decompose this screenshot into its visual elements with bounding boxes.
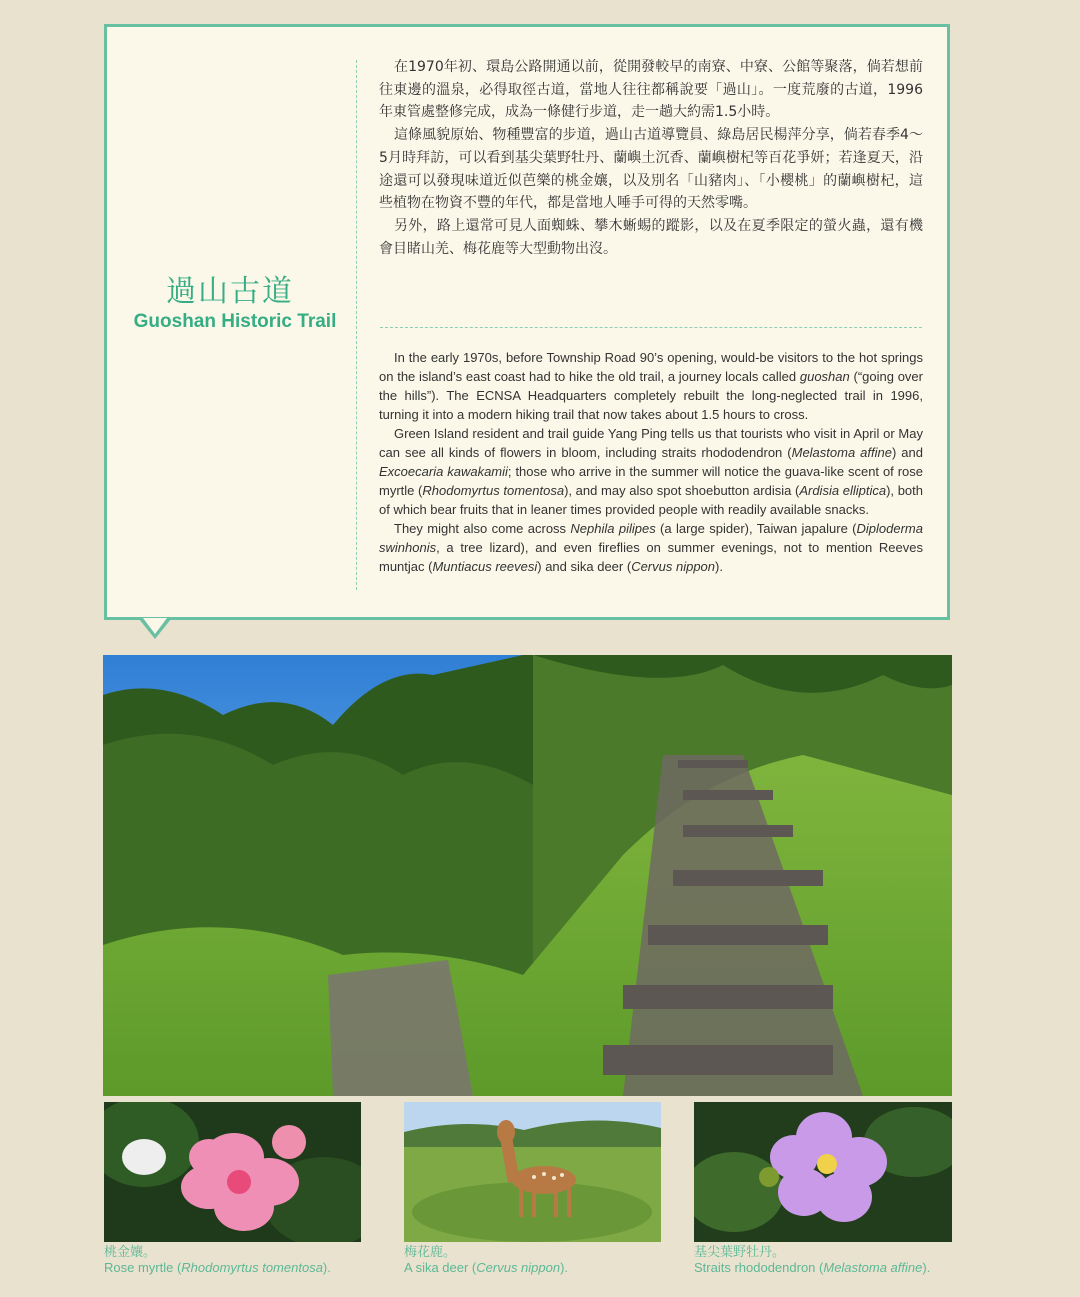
caption-rose-myrtle: 桃金孃。 Rose myrtle (Rhodomyrtus tomentosa). [104,1245,331,1275]
en-paragraph: They might also come across Nephila pilipes (a large spider), Taiwan japalure (Diploderma swinhonis, a tree lizard), and even fireflies on summer evenings, not to mention Reeves muntjac (Muntiacus reevesi) and sika deer (Cervus nippon). [379,521,923,574]
zh-paragraph: 這條風貌原始、物種豐富的步道，過山古道導覽員、綠島居民楊萍分享，倘若春季4～5月時拜訪，可以看到基尖葉野牡丹、蘭嶼土沉香、蘭嶼樹杞等百花爭妍；若逢夏天，沿途還可以發現味道近似芭樂的桃金孃，以及別名「山豬肉」、「小櫻桃」的蘭嶼樹杞，這些植物在物資不豐的年代，都是當地人唾手可得的天然零嘴。 [379,127,923,212]
caption-sika-deer: 梅花鹿。 A sika deer (Cervus nippon). [404,1245,569,1275]
article-title-en: Guoshan Historic Trail [133,311,337,332]
horizontal-divider [380,327,922,328]
vertical-divider [356,60,357,590]
trail-photo [103,655,952,1096]
article-title-zh: 過山古道 [166,274,294,309]
article-body-zh [379,56,923,260]
panel-pointer-inner [143,618,167,634]
en-paragraph: Green Island resident and trail guide Yang Ping tells us that tourists who visit in April or May can see all kinds of flowers in bloom, including straits rhododendron (Melastoma affine) and Excoecaria kawakamii; those who arrive in the summer will notice the guava-like scent of rose myrtle (Rhodomyrtus tomentosa), and may also spot shoebutton ardisia (Ardisia elliptica), both of which bear fruits that in leaner times provided people with readily available snacks. [379,426,924,517]
caption-melastoma: 基尖葉野牡丹。 Straits rhododendron (Melastoma affine). [694,1245,931,1275]
melastoma-photo [694,1102,952,1242]
zh-paragraph: 另外，路上還常可見人面蜘蛛、攀木蜥蜴的蹤影，以及在夏季限定的螢火蟲，還有機會目睹山羌、梅花鹿等大型動物出沒。 [379,217,923,257]
article-body-en [379,348,923,576]
sika-deer-photo [404,1102,661,1242]
rose-myrtle-photo [104,1102,361,1242]
zh-paragraph: 在1970年初、環島公路開通以前，從開發較早的南寮、中寮、公館等聚落，倘若想前往東邊的溫泉，必得取徑古道，當地人往往都稱說要「過山」。一度荒廢的古道，1996年東管處整修完成，成為一條健行步道，走一趟大約需1.5小時。 [379,59,923,121]
en-paragraph: In the early 1970s, before Township Road 90’s opening, would-be visitors to the hot springs on the island’s east coast had to hike the old trail, a journey locals called guoshan (“going over the hills”). The ECNSA Headquarters completely rebuilt the long-neglected trail in 1996, turning it into a modern hiking trail that now takes about 1.5 hours to cross. [379,350,923,422]
